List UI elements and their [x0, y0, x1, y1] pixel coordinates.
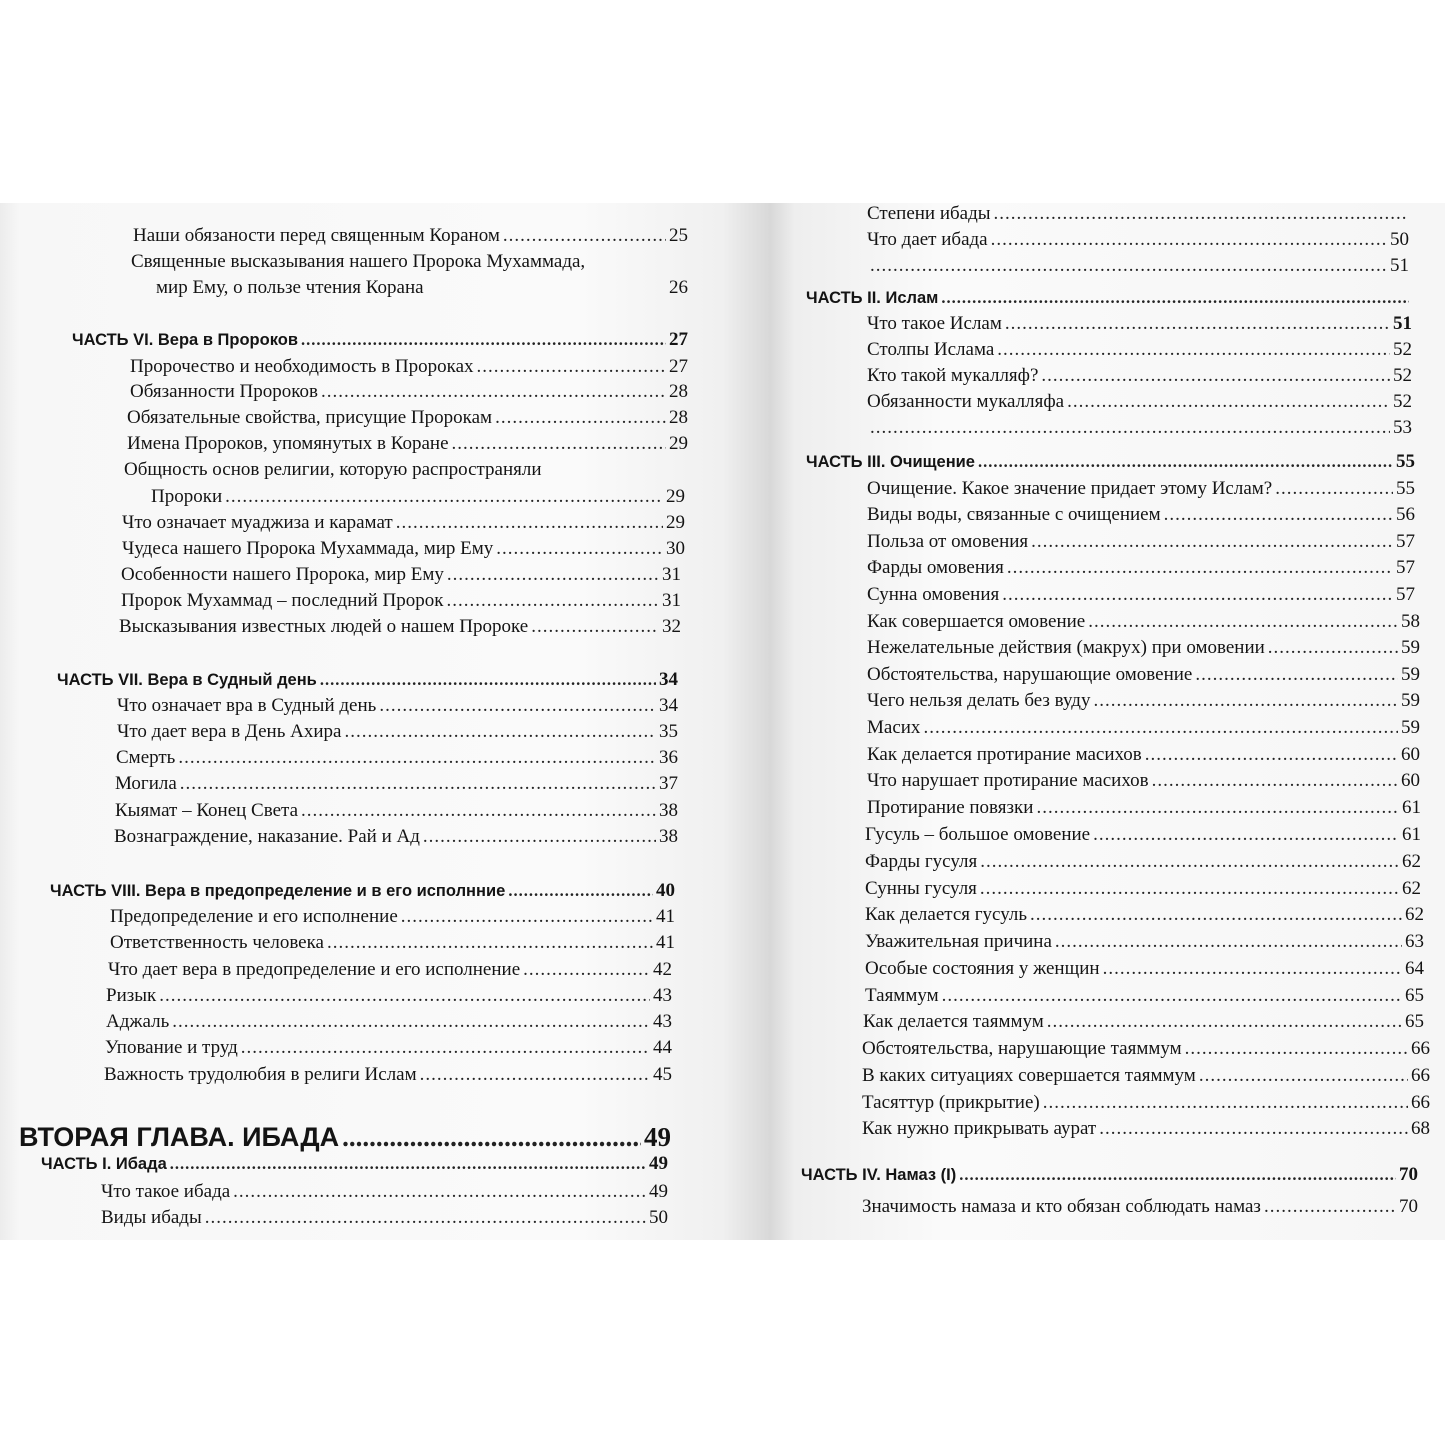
- entry-title: Что такое ибада: [101, 1181, 231, 1202]
- entry-title: Аджаль: [106, 1011, 170, 1032]
- page-number: 25: [669, 225, 688, 246]
- entry-title: Что дает ибада: [867, 229, 988, 250]
- dot-leader: [980, 878, 1399, 900]
- toc-entry: [127, 407, 688, 429]
- page-number: 32: [662, 616, 681, 637]
- dot-leader: [980, 851, 1399, 873]
- toc-entry: [121, 590, 681, 612]
- page-number: 37: [659, 773, 678, 794]
- dot-leader: [170, 1153, 646, 1175]
- page-number: 34: [659, 695, 678, 716]
- toc-entry: [867, 391, 1412, 413]
- dot-leader: [327, 932, 653, 954]
- page-number: 66: [1411, 1092, 1430, 1113]
- dot-leader: [531, 616, 659, 638]
- toc-entry: [867, 717, 1420, 739]
- page-number: 50: [649, 1207, 668, 1228]
- toc-entry: [865, 958, 1424, 980]
- dot-leader: [495, 407, 666, 429]
- page-number: 55: [1396, 478, 1415, 499]
- page-number: 52: [1393, 339, 1412, 360]
- dot-leader: [503, 225, 666, 247]
- entry-title: Как совершается омовение: [867, 611, 1086, 632]
- dot-leader: [1036, 797, 1399, 819]
- dot-leader: [420, 1064, 650, 1086]
- page-number: 28: [669, 381, 688, 402]
- toc-entry: [862, 1092, 1430, 1114]
- toc-entry: [862, 1118, 1430, 1140]
- toc-entry: [110, 906, 675, 928]
- page-number: 36: [659, 747, 678, 768]
- dot-leader: [1031, 531, 1393, 553]
- page-number: 62: [1405, 904, 1424, 925]
- page-number: 49: [644, 1122, 671, 1152]
- entry-title: Масих: [867, 717, 921, 738]
- entry-title: Что означает вра в Судный день: [117, 695, 377, 716]
- page-number: 43: [653, 1011, 672, 1032]
- toc-entry: [867, 478, 1415, 500]
- dot-leader: [180, 773, 656, 795]
- page-number: 40: [656, 880, 675, 901]
- page-number: 34: [659, 669, 678, 690]
- page-number: 59: [1401, 717, 1420, 738]
- dot-leader: [379, 695, 656, 717]
- dot-leader: [159, 985, 650, 1007]
- dot-leader: [1041, 365, 1390, 387]
- page-number: 45: [653, 1064, 672, 1085]
- toc-entry: [867, 339, 1412, 361]
- entry-title: Столпы Ислама: [867, 339, 995, 360]
- dot-leader: [396, 512, 663, 534]
- entry-title: Как делается гусуль: [865, 904, 1028, 925]
- entry-title: ЧАСТЬ II. Ислам: [806, 289, 939, 307]
- entry-title: Что дает вера в День Ахира: [117, 721, 342, 742]
- dot-leader: [172, 1011, 650, 1033]
- page-number: 44: [653, 1037, 672, 1058]
- entry-title: Чудеса нашего Пророка Мухаммада, мир Ему: [122, 538, 494, 559]
- page-number: 51: [1393, 313, 1412, 334]
- page-number: 55: [1396, 451, 1415, 472]
- toc-entry: [867, 770, 1420, 792]
- page-number: 26: [669, 277, 688, 298]
- page-number: 27: [669, 329, 688, 350]
- toc-entry: [867, 797, 1421, 819]
- page-number: 50: [1390, 229, 1409, 250]
- entry-title: Могила: [115, 773, 177, 794]
- book-spread: [0, 203, 1445, 1240]
- entry-title: ЧАСТЬ VI. Вера в Пророков: [72, 331, 298, 349]
- entry-title: Степени ибады: [867, 203, 991, 224]
- entry-title: Как делается протирание масихов: [867, 744, 1142, 765]
- entry-title: Польза от омовения: [867, 531, 1029, 552]
- entry-title: Пророк Мухаммад – последний Пророк: [121, 590, 444, 611]
- dot-leader: [178, 747, 656, 769]
- dot-leader: [342, 1122, 641, 1152]
- page-number: 51: [1390, 255, 1409, 276]
- dot-leader: [446, 590, 659, 612]
- page-number: 68: [1411, 1118, 1430, 1139]
- entry-title: Что означает муаджиза и карамат: [122, 512, 393, 533]
- entry-title: Гусуль – большое омовение: [865, 824, 1091, 845]
- dot-leader: [205, 1207, 646, 1229]
- page-number: 41: [656, 906, 675, 927]
- part-heading: [50, 880, 675, 902]
- page-number: 38: [659, 826, 678, 847]
- page-number: 62: [1402, 878, 1421, 899]
- entry-title: Ризык: [106, 985, 157, 1006]
- dot-leader: [1002, 584, 1393, 606]
- chapter-heading: [19, 1122, 671, 1152]
- dot-leader: [1275, 478, 1393, 500]
- dot-leader: [477, 356, 666, 378]
- toc-entry: [117, 721, 678, 743]
- page-number: 57: [1396, 531, 1415, 552]
- toc-entry: [115, 800, 678, 822]
- dot-leader: [942, 985, 1402, 1007]
- toc-entry: [867, 557, 1415, 579]
- entry-title: Как делается таяммум: [863, 1011, 1044, 1032]
- dot-leader: [1005, 313, 1390, 335]
- toc-entry: [867, 744, 1420, 766]
- entry-title: Сунна омовения: [867, 584, 1000, 605]
- entry-title: Вознаграждение, наказание. Рай и Ад: [114, 826, 420, 847]
- entry-title: Особые состояния у женщин: [865, 958, 1100, 979]
- toc-entry: [130, 381, 688, 403]
- dot-leader: [1185, 1038, 1408, 1060]
- dot-leader: [1264, 1196, 1396, 1218]
- dot-leader: [233, 1181, 646, 1203]
- page-number: 35: [659, 721, 678, 742]
- entry-title: В каких ситуациях совершается таяммум: [862, 1065, 1196, 1086]
- entry-title: ЧАСТЬ VII. Вера в Судный день: [57, 671, 317, 689]
- dot-leader: [923, 717, 1398, 739]
- entry-title: Виды воды, связанные с очищением: [867, 504, 1161, 525]
- page-number: 59: [1401, 664, 1420, 685]
- page-number: 31: [662, 564, 681, 585]
- dot-leader: [997, 339, 1390, 361]
- toc-entry: [115, 773, 678, 795]
- page-number: 29: [669, 433, 688, 454]
- toc-entry: [865, 904, 1424, 926]
- toc-entry: [127, 433, 688, 455]
- entry-title: Таяммум: [865, 985, 939, 1006]
- entry-title: Пророки: [151, 486, 223, 507]
- page-number: 70: [1399, 1164, 1418, 1185]
- toc-entry: [122, 512, 685, 534]
- dot-leader: [344, 721, 656, 743]
- dot-leader: [991, 229, 1387, 251]
- page-number: 57: [1396, 584, 1415, 605]
- dot-leader: [225, 486, 663, 508]
- page-number: 29: [666, 512, 685, 533]
- dot-leader: [870, 255, 1387, 277]
- entry-title: Нежелательные действия (макрух) при омовении: [867, 637, 1265, 658]
- entry-title: Высказывания известных людей о нашем Пророке: [119, 616, 529, 637]
- page-number: 66: [1411, 1038, 1430, 1059]
- page-number: 70: [1399, 1196, 1418, 1217]
- entry-title: Смерть: [116, 747, 176, 768]
- dot-leader: [1067, 391, 1390, 413]
- entry-title: Обязанности Пророков: [130, 381, 319, 402]
- entry-title: Обстоятельства, нарушающие таяммум: [862, 1038, 1182, 1059]
- dot-leader: [321, 381, 666, 403]
- toc-entry: [122, 538, 685, 560]
- page-number: 27: [669, 356, 688, 377]
- entry-title: Виды ибады: [101, 1207, 202, 1228]
- left-page: [0, 203, 700, 1240]
- page-number: 65: [1405, 985, 1424, 1006]
- part-heading: [72, 329, 688, 351]
- entry-title: Что такое Ислам: [867, 313, 1002, 334]
- toc-entry: [867, 255, 1409, 277]
- toc-entry: [106, 1011, 672, 1033]
- dot-leader: [1088, 611, 1398, 633]
- toc-entry: [867, 584, 1415, 606]
- part-heading: [801, 1164, 1418, 1186]
- entry-title: Сунны гусуля: [865, 878, 977, 899]
- toc-entry-text: Общность основ религии, которую распространяли: [124, 459, 542, 480]
- page-number: 57: [1396, 557, 1415, 578]
- dot-leader: [452, 433, 666, 455]
- part-heading: [57, 669, 678, 691]
- toc-entry: [151, 486, 685, 508]
- entry-title: ВТОРАЯ ГЛАВА. ИБАДА: [19, 1122, 340, 1152]
- dot-leader: [959, 1164, 1396, 1186]
- toc-entry: [104, 1064, 672, 1086]
- part-heading: [806, 451, 1415, 473]
- entry-title: Кто такой мукалляф?: [867, 365, 1039, 386]
- page-number: 61: [1402, 797, 1421, 818]
- dot-leader: [978, 451, 1393, 473]
- page-number: 60: [1401, 744, 1420, 765]
- dot-leader: [1055, 931, 1402, 953]
- toc-entry: [867, 637, 1420, 659]
- toc-entry: [133, 225, 688, 247]
- dot-leader: [1195, 664, 1398, 686]
- dot-leader: [1164, 504, 1393, 526]
- dot-leader: [1007, 557, 1393, 579]
- entry-title: Тасяттур (прикрытие): [862, 1092, 1040, 1113]
- page-number: 64: [1405, 958, 1424, 979]
- toc-entry: [867, 417, 1412, 439]
- toc-entry: [867, 504, 1415, 526]
- entry-title: Имена Пророков, упомянутых в Коране: [127, 433, 449, 454]
- page-number: 49: [649, 1181, 668, 1202]
- dot-leader: [994, 203, 1406, 225]
- entry-title: Обязательные свойства, присущие Пророкам: [127, 407, 493, 428]
- toc-entry: [862, 1196, 1418, 1218]
- dot-leader: [447, 564, 659, 586]
- entry-title: Чего нельзя делать без вуду: [867, 690, 1091, 711]
- toc-entry: [116, 747, 678, 769]
- page-number: 31: [662, 590, 681, 611]
- page-number: 42: [653, 959, 672, 980]
- entry-title: Что дает вера в предопределение и его исполнение: [108, 959, 521, 980]
- entry-title: Протирание повязки: [867, 797, 1034, 818]
- toc-entry: [156, 277, 688, 299]
- page-number: 59: [1401, 690, 1420, 711]
- page-number: 28: [669, 407, 688, 428]
- toc-entry: [106, 985, 672, 1007]
- entry-title: Уважительная причина: [865, 931, 1052, 952]
- entry-title: ЧАСТЬ IV. Намаз (I): [801, 1166, 957, 1184]
- entry-title: мир Ему, о пользе чтения Корана: [156, 277, 424, 298]
- entry-title: Важность трудолюбия в религи Ислам: [104, 1064, 417, 1085]
- entry-title: Особенности нашего Пророка, мир Ему: [121, 564, 444, 585]
- dot-leader: [496, 538, 663, 560]
- dot-leader: [941, 287, 1409, 309]
- dot-leader: [1043, 1092, 1408, 1114]
- dot-leader: [241, 1037, 650, 1059]
- toc-entry: [114, 826, 678, 848]
- toc-entry: [101, 1207, 668, 1229]
- page-number: 58: [1401, 611, 1420, 632]
- toc-entry: [119, 616, 681, 638]
- entry-title: Фарды гусуля: [865, 851, 978, 872]
- dot-leader: [1199, 1065, 1408, 1087]
- dot-leader: [320, 669, 656, 691]
- toc-entry: [865, 824, 1421, 846]
- page-number: 29: [666, 486, 685, 507]
- dot-leader: [1152, 770, 1398, 792]
- dot-leader: [1030, 904, 1402, 926]
- page-number: 52: [1393, 391, 1412, 412]
- page-number: 63: [1405, 931, 1424, 952]
- entry-title: Пророчество и необходимость в Пророках: [130, 356, 474, 377]
- page-number: 41: [656, 932, 675, 953]
- toc-entry: [867, 229, 1409, 251]
- toc-entry-text: Священные высказывания нашего Пророка Мухаммада,: [131, 251, 586, 272]
- page-number: 30: [666, 538, 685, 559]
- entry-title: Кыямат – Конец Света: [115, 800, 298, 821]
- entry-title: ЧАСТЬ VIII. Вера в предопределение и в его исполнние: [50, 882, 506, 900]
- toc-entry: [130, 356, 688, 378]
- dot-leader: [423, 826, 656, 848]
- toc-entry: [867, 365, 1412, 387]
- page-number: 52: [1393, 365, 1412, 386]
- entry-title: Упование и труд: [105, 1037, 238, 1058]
- entry-title: Обстоятельства, нарушающие омовение: [867, 664, 1193, 685]
- toc-entry: [867, 611, 1420, 633]
- toc-entry: [862, 1065, 1430, 1087]
- toc-entry: [867, 203, 1409, 225]
- dot-leader: [1145, 744, 1398, 766]
- toc-entry: [863, 1011, 1424, 1033]
- page-number: 65: [1405, 1011, 1424, 1032]
- dot-leader: [1099, 1118, 1408, 1140]
- dot-leader: [1268, 637, 1398, 659]
- toc-entry: [867, 664, 1420, 686]
- right-page: [768, 203, 1445, 1240]
- dot-leader: [301, 800, 656, 822]
- toc-entry: [101, 1181, 668, 1203]
- toc-entry: [865, 931, 1424, 953]
- entry-title: Как нужно прикрывать аурат: [862, 1118, 1097, 1139]
- page-number: 49: [649, 1153, 668, 1174]
- entry-title: Обязанности мукалляфа: [867, 391, 1065, 412]
- page-number: 53: [1393, 417, 1412, 438]
- entry-title: Наши обязаности перед священным Кораном: [133, 225, 500, 246]
- dot-leader: [1093, 824, 1399, 846]
- toc-entry: [867, 690, 1420, 712]
- toc-entry: [862, 1038, 1430, 1060]
- toc-entry: [865, 985, 1424, 1007]
- entry-title: Фарды омовения: [867, 557, 1004, 578]
- entry-title: Ответственность человека: [110, 932, 324, 953]
- entry-title: ЧАСТЬ I. Ибада: [41, 1155, 167, 1173]
- page-number: 62: [1402, 851, 1421, 872]
- page-number: 38: [659, 800, 678, 821]
- entry-title: Очищение. Какое значение придает этому Ислам?: [867, 478, 1273, 499]
- toc-entry: [121, 564, 681, 586]
- dot-leader: [401, 906, 653, 928]
- toc-entry: [865, 878, 1421, 900]
- toc-entry: [110, 932, 675, 954]
- dot-leader: [523, 959, 650, 981]
- entry-title: Значимость намаза и кто обязан соблюдать намаз: [862, 1196, 1261, 1217]
- part-heading: [41, 1153, 668, 1175]
- page-number: 43: [653, 985, 672, 1006]
- part-heading: [806, 287, 1412, 309]
- dot-leader: [1103, 958, 1402, 980]
- entry-title: Предопределение и его исполнение: [110, 906, 398, 927]
- toc-entry: [865, 851, 1421, 873]
- dot-leader: [508, 880, 653, 902]
- toc-entry: [105, 1037, 672, 1059]
- toc-entry: [867, 531, 1415, 553]
- page-number: 61: [1402, 824, 1421, 845]
- dot-leader: [301, 329, 666, 351]
- toc-entry: [117, 695, 678, 717]
- dot-leader: [1093, 690, 1398, 712]
- entry-title: Что нарушает протирание масихов: [867, 770, 1149, 791]
- page-number: 56: [1396, 504, 1415, 525]
- page-number: 59: [1401, 637, 1420, 658]
- dot-leader: [1047, 1011, 1402, 1033]
- toc-entry: [108, 959, 672, 981]
- entry-title: ЧАСТЬ III. Очищение: [806, 453, 975, 471]
- page-number: 66: [1411, 1065, 1430, 1086]
- dot-leader: [870, 417, 1390, 439]
- toc-entry: [867, 313, 1412, 335]
- page-number: 60: [1401, 770, 1420, 791]
